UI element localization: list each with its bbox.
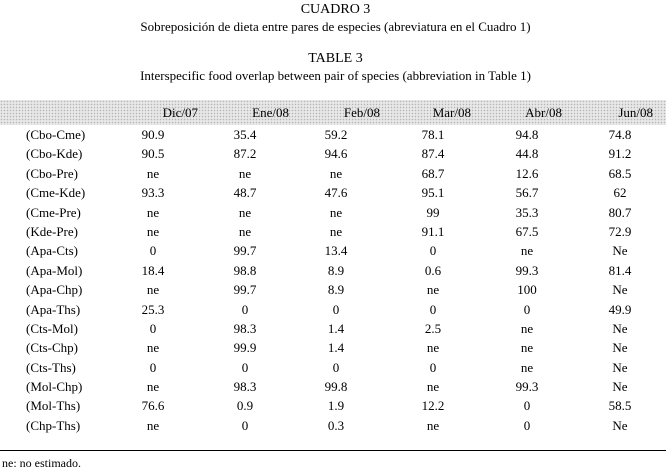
table-cell: 0 bbox=[523, 301, 531, 317]
column-header: Feb/08 bbox=[343, 105, 380, 120]
table-cell: 68.5 bbox=[608, 165, 632, 181]
table-cell: ne bbox=[238, 204, 252, 220]
row-label: (Apa-Cts) bbox=[26, 243, 78, 259]
table-cell: 12.2 bbox=[421, 398, 445, 414]
table-cell: 58.5 bbox=[608, 398, 632, 414]
table-cell: 99.9 bbox=[233, 340, 257, 356]
table-cell: 0 bbox=[149, 359, 157, 375]
table-cell: 12.6 bbox=[515, 165, 539, 181]
table-cell: 1.4 bbox=[327, 320, 345, 336]
table-cell: 0 bbox=[332, 301, 340, 317]
table-cell: 13.4 bbox=[324, 243, 348, 259]
table-cell: 0 bbox=[241, 301, 249, 317]
table-cell: 93.3 bbox=[141, 185, 165, 201]
table-row bbox=[0, 396, 666, 415]
caption-subtitle-es: Sobreposición de dieta entre pares de especies (abreviatura en el Cuadro 1) bbox=[140, 19, 531, 34]
table-row bbox=[0, 203, 666, 222]
table-cell: 8.9 bbox=[327, 282, 345, 298]
table-cell: ne bbox=[520, 340, 534, 356]
row-label: (Apa-Chp) bbox=[26, 282, 83, 298]
table-cell: 80.7 bbox=[608, 204, 632, 220]
table-cell: 99.7 bbox=[233, 282, 257, 298]
table-cell: 100 bbox=[517, 282, 537, 298]
table-cell: ne bbox=[146, 165, 160, 181]
table-cell: 99.7 bbox=[233, 243, 257, 259]
table-cell: Ne bbox=[612, 243, 628, 259]
table-cell: 2.5 bbox=[424, 320, 442, 336]
table-cell: 1.4 bbox=[327, 340, 345, 356]
table-cell: 94.8 bbox=[515, 127, 539, 142]
table-cell: 49.9 bbox=[608, 301, 632, 317]
row-label: (Mol-Chp) bbox=[26, 379, 83, 395]
table-cell: 0 bbox=[429, 359, 437, 375]
table-bottom-rule bbox=[0, 450, 666, 451]
table-cell: 90.9 bbox=[141, 127, 165, 142]
table-cell: 94.6 bbox=[324, 146, 348, 162]
table-body bbox=[0, 125, 666, 435]
table-cell: 95.1 bbox=[421, 185, 445, 201]
row-label: (Cbo-Pre) bbox=[26, 165, 78, 181]
table-cell: 35.4 bbox=[233, 127, 257, 142]
table-cell: 0 bbox=[523, 417, 531, 433]
table-cell: 47.6 bbox=[324, 185, 348, 201]
table-cell: ne bbox=[520, 359, 534, 375]
table-cell: ne bbox=[520, 320, 534, 336]
table-cell: ne bbox=[426, 340, 440, 356]
table-cell: 99.3 bbox=[515, 262, 539, 278]
table-cell: ne bbox=[329, 165, 343, 181]
table-header bbox=[0, 100, 666, 125]
row-label: (Cts-Ths) bbox=[26, 359, 76, 375]
table-row bbox=[0, 338, 666, 357]
table-cell: 0 bbox=[523, 398, 531, 414]
row-label: (Cts-Mol) bbox=[26, 320, 78, 336]
table-cell: 74.8 bbox=[608, 127, 632, 142]
table-cell: 72.9 bbox=[608, 223, 632, 239]
table-cell: Ne bbox=[612, 379, 628, 395]
table-cell: ne bbox=[426, 379, 440, 395]
table-row bbox=[0, 280, 666, 299]
table-cell: Ne bbox=[612, 340, 628, 356]
row-label: (Cts-Chp) bbox=[26, 340, 78, 356]
table-row bbox=[0, 261, 666, 280]
table-cell: 8.9 bbox=[327, 262, 345, 278]
table-cell: 59.2 bbox=[324, 127, 348, 142]
table-row bbox=[0, 164, 666, 183]
table-row bbox=[0, 416, 666, 435]
table-cell: 1.9 bbox=[327, 398, 345, 414]
row-label: (Apa-Ths) bbox=[26, 301, 81, 317]
overlap-table bbox=[0, 100, 666, 435]
table-cell: 91.2 bbox=[608, 146, 632, 162]
table-cell: 48.7 bbox=[233, 185, 257, 201]
table-cell: ne bbox=[146, 417, 160, 433]
table-cell: 81.4 bbox=[608, 262, 632, 278]
table-cell: ne bbox=[426, 282, 440, 298]
table-cell: 0 bbox=[429, 243, 437, 259]
table-cell: 91.1 bbox=[421, 223, 445, 239]
table-row bbox=[0, 358, 666, 377]
table-cell: 0 bbox=[149, 243, 157, 259]
table-row bbox=[0, 183, 666, 202]
row-label: (Cbo-Kde) bbox=[26, 146, 83, 162]
table-cell: 0 bbox=[149, 320, 157, 336]
table-cell: 0.9 bbox=[236, 398, 254, 414]
table-cell: 99.3 bbox=[515, 379, 539, 395]
table-cell: 25.3 bbox=[141, 301, 165, 317]
table-cell: 0 bbox=[332, 359, 340, 375]
table-cell: 0 bbox=[429, 301, 437, 317]
table-cell: 18.4 bbox=[141, 262, 165, 278]
table-cell: ne bbox=[146, 282, 160, 298]
table-cell: 62 bbox=[613, 185, 627, 201]
table-row bbox=[0, 300, 666, 319]
caption-title-es: CUADRO 3 bbox=[300, 2, 371, 17]
caption-subtitle-en: Interspecific food overlap between pair of species (abbreviation in Table 1) bbox=[140, 68, 531, 83]
table-cell: 76.6 bbox=[141, 398, 165, 414]
table-cell: ne bbox=[146, 340, 160, 356]
row-label: (Cme-Pre) bbox=[26, 204, 81, 220]
table-row bbox=[0, 377, 666, 396]
table-cell: Ne bbox=[612, 359, 628, 375]
table-cell: 35.3 bbox=[515, 204, 539, 220]
table-cell: ne bbox=[426, 417, 440, 433]
column-header: Dic/07 bbox=[162, 105, 198, 120]
table-cell: 98.3 bbox=[233, 320, 257, 336]
table-cell: 87.2 bbox=[233, 146, 257, 162]
table-cell: ne bbox=[329, 204, 343, 220]
row-label: (Kde-Pre) bbox=[26, 223, 78, 239]
table-cell: ne bbox=[146, 379, 160, 395]
row-label: (Chp-Ths) bbox=[26, 417, 81, 433]
table-cell: 99 bbox=[426, 204, 440, 220]
table-cell: 98.8 bbox=[233, 262, 257, 278]
row-label: (Mol-Ths) bbox=[26, 398, 81, 414]
table-cell: Ne bbox=[612, 417, 628, 433]
table-cell: Ne bbox=[612, 320, 628, 336]
table-cell: ne bbox=[520, 243, 534, 259]
table-cell: 0.3 bbox=[327, 417, 345, 433]
table-cell: ne bbox=[238, 165, 252, 181]
row-label: (Cbo-Cme) bbox=[26, 127, 86, 142]
column-header: Ene/08 bbox=[252, 105, 289, 120]
table-row bbox=[0, 319, 666, 338]
row-label: (Apa-Mol) bbox=[26, 262, 83, 278]
table-row bbox=[0, 241, 666, 260]
table-cell: 67.5 bbox=[515, 223, 539, 239]
table-cell: ne bbox=[238, 223, 252, 239]
table-cell: 78.1 bbox=[421, 127, 445, 142]
table-row bbox=[0, 222, 666, 241]
caption-title-en: TABLE 3 bbox=[308, 51, 363, 66]
table-cell: ne bbox=[329, 223, 343, 239]
table-cell: 98.3 bbox=[233, 379, 257, 395]
table-cell: ne bbox=[146, 223, 160, 239]
table-cell: 90.5 bbox=[141, 146, 165, 162]
table-cell: 99.8 bbox=[324, 379, 348, 395]
table-cell: 0 bbox=[241, 417, 249, 433]
table-cell: 68.7 bbox=[421, 165, 445, 181]
table-cell: 56.7 bbox=[515, 185, 539, 201]
table-row bbox=[0, 125, 666, 144]
table-cell: 0 bbox=[241, 359, 249, 375]
table-cell: Ne bbox=[612, 282, 628, 298]
column-header: Jun/08 bbox=[618, 105, 653, 120]
footnote: ne: no estimado. bbox=[2, 456, 81, 470]
column-header: Abr/08 bbox=[525, 105, 562, 120]
table-cell: ne bbox=[146, 204, 160, 220]
table-row bbox=[0, 144, 666, 163]
table-cell: 0.6 bbox=[424, 262, 442, 278]
row-label: (Cme-Kde) bbox=[26, 185, 86, 201]
table-cell: 44.8 bbox=[515, 146, 539, 162]
table-cell: 87.4 bbox=[421, 146, 445, 162]
column-header: Mar/08 bbox=[432, 105, 471, 120]
